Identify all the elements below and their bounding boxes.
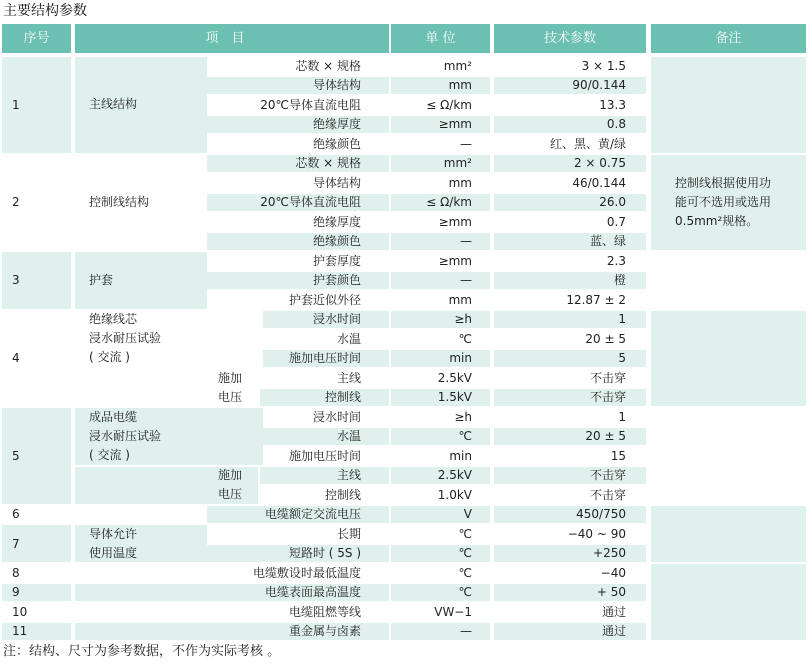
table-row-unit: min bbox=[391, 447, 490, 465]
table-row-value: −40 ~ 90 bbox=[494, 525, 646, 543]
table-row-unit: V bbox=[391, 506, 490, 524]
table-row-item: 浸水时间 bbox=[193, 408, 389, 426]
table-row-value: 2 × 0.75 bbox=[494, 155, 646, 173]
table-row-item: 水温 bbox=[193, 330, 389, 348]
row-seq: 8 bbox=[2, 564, 71, 582]
table-row-item: 绝缘颜色 bbox=[193, 135, 389, 153]
remark-cell-7 bbox=[651, 564, 806, 640]
group-label: 导体允许 使用温度 bbox=[75, 525, 207, 562]
table-row-item: 控制线 bbox=[260, 389, 389, 407]
voltage-label: 施加 电压 bbox=[75, 467, 258, 504]
table-row-value: 橙 bbox=[494, 272, 646, 290]
table-row-value: 不击穿 bbox=[494, 389, 646, 407]
footnote: 注：结构、尺寸为参考数据，不作为实际考核 。 bbox=[3, 644, 281, 659]
table-row-unit: — bbox=[391, 233, 490, 251]
table-row-unit: ≥mm bbox=[391, 252, 490, 270]
header-remark: 备注 bbox=[651, 24, 806, 53]
table-row-value: 90/0.144 bbox=[494, 77, 646, 95]
table-row-value: 15 bbox=[494, 447, 646, 465]
group-label: 控制线结构 bbox=[75, 155, 207, 251]
table-row-unit: mm bbox=[391, 291, 490, 309]
table-row-unit: ℃ bbox=[391, 584, 490, 602]
table-row-unit: ≥h bbox=[391, 311, 490, 329]
group-label: 护套 bbox=[75, 252, 207, 309]
table-row-unit: 2.5kV bbox=[391, 369, 490, 387]
group-label: 成品电缆 浸水耐压试验 ( 交流 ) bbox=[75, 408, 263, 465]
table-row-unit: — bbox=[391, 135, 490, 153]
table-row-unit: ℃ bbox=[391, 545, 490, 563]
table-row-item: 电缆敷设时最低温度 bbox=[193, 564, 389, 582]
table-title: 主要结构参数 bbox=[3, 3, 87, 19]
table-row-unit: mm bbox=[391, 174, 490, 192]
table-row-unit: ≥h bbox=[391, 408, 490, 426]
table-row-value: 3 × 1.5 bbox=[494, 57, 646, 75]
header-item: 项 目 bbox=[75, 24, 389, 53]
table-row-unit: ≥mm bbox=[391, 116, 490, 134]
table-row-value: 不击穿 bbox=[494, 486, 646, 504]
table-row-value: 12.87 ± 2 bbox=[494, 291, 646, 309]
group-label: 主线结构 bbox=[75, 57, 207, 153]
voltage-label: 施加 电压 bbox=[75, 369, 258, 406]
remark-cell-6 bbox=[651, 506, 806, 563]
table-row-unit: mm bbox=[391, 77, 490, 95]
group-label bbox=[75, 564, 207, 582]
table-row-item: 长期 bbox=[193, 525, 389, 543]
table-row-value: 蓝、绿 bbox=[494, 233, 646, 251]
table-row-value: + 50 bbox=[494, 584, 646, 602]
remark-cell-3 bbox=[651, 252, 806, 309]
row-seq: 4 bbox=[2, 311, 71, 407]
remark-cell-1 bbox=[651, 57, 806, 153]
table-row-item: 导体结构 bbox=[193, 77, 389, 95]
table-row-item: 水温 bbox=[193, 428, 389, 446]
row-seq: 7 bbox=[2, 525, 71, 562]
group-label bbox=[75, 603, 207, 621]
table-row-unit: ℃ bbox=[391, 428, 490, 446]
row-seq: 5 bbox=[2, 408, 71, 504]
table-row-value: 5 bbox=[494, 350, 646, 368]
table-row-item: 芯数 × 规格 bbox=[193, 57, 389, 75]
table-row-value: 不击穿 bbox=[494, 369, 646, 387]
table-row-unit: — bbox=[391, 623, 490, 641]
table-row-unit: ℃ bbox=[391, 330, 490, 348]
table-row-unit: — bbox=[391, 272, 490, 290]
row-seq: 11 bbox=[2, 623, 71, 641]
table-row-value: 1 bbox=[494, 311, 646, 329]
table-row-value: 13.3 bbox=[494, 96, 646, 114]
table-row-item: 20℃导体直流电阻 bbox=[193, 96, 389, 114]
table-row-item: 电缆表面最高温度 bbox=[193, 584, 389, 602]
table-row-value: 0.8 bbox=[494, 116, 646, 134]
table-row-item: 芯数 × 规格 bbox=[193, 155, 389, 173]
table-row-item: 护套近似外径 bbox=[193, 291, 389, 309]
table-row-unit: ≥mm bbox=[391, 213, 490, 231]
table-row-unit: VW−1 bbox=[391, 603, 490, 621]
group-label bbox=[75, 584, 207, 602]
row-seq: 1 bbox=[2, 57, 71, 153]
table-row-item: 护套颜色 bbox=[193, 272, 389, 290]
table-row-item: 绝缘厚度 bbox=[193, 213, 389, 231]
row-seq: 6 bbox=[2, 506, 71, 524]
table-row-item: 主线 bbox=[260, 467, 389, 485]
table-row-value: 0.7 bbox=[494, 213, 646, 231]
table-row-value: 450/750 bbox=[494, 506, 646, 524]
table-row-item: 施加电压时间 bbox=[193, 447, 389, 465]
table-row-value: 不击穿 bbox=[494, 467, 646, 485]
table-row-item: 绝缘厚度 bbox=[193, 116, 389, 134]
table-row-item: 短路时 ( 5S ) bbox=[193, 545, 389, 563]
row-seq: 9 bbox=[2, 584, 71, 602]
table-row-value: +250 bbox=[494, 545, 646, 563]
table-row-item: 重金属与卤素 bbox=[193, 623, 389, 641]
table-row-value: −40 bbox=[494, 564, 646, 582]
row-seq: 10 bbox=[2, 603, 71, 621]
table-row-unit: ℃ bbox=[391, 564, 490, 582]
table-row-value: 红、黑、黄/绿 bbox=[494, 135, 646, 153]
table-row-item: 电缆阻燃等线 bbox=[193, 603, 389, 621]
table-row-value: 20 ± 5 bbox=[494, 330, 646, 348]
table-row-item: 绝缘颜色 bbox=[193, 233, 389, 251]
table-row-unit: ℃ bbox=[391, 525, 490, 543]
remark-cell-4 bbox=[651, 311, 806, 407]
header-seq: 序号 bbox=[2, 24, 71, 53]
table-row-value: 46/0.144 bbox=[494, 174, 646, 192]
table-row-item: 施加电压时间 bbox=[193, 350, 389, 368]
table-row-value: 2.3 bbox=[494, 252, 646, 270]
remark-text: 控制线根据使用功 能可不选用或选用 0.5mm²规格。 bbox=[651, 155, 806, 251]
table-row-item: 控制线 bbox=[260, 486, 389, 504]
table-row-item: 导体结构 bbox=[193, 174, 389, 192]
table-row-unit: mm² bbox=[391, 57, 490, 75]
table-row-unit: 2.5kV bbox=[391, 467, 490, 485]
table-row-value: 1 bbox=[494, 408, 646, 426]
header-unit: 单 位 bbox=[391, 24, 490, 53]
table-row-unit: ≤ Ω/km bbox=[391, 194, 490, 212]
header-param: 技术参数 bbox=[494, 24, 646, 53]
remark-cell-5 bbox=[651, 408, 806, 504]
row-seq: 2 bbox=[2, 155, 71, 251]
group-label: 绝缘线芯 浸水耐压试验 ( 交流 ) bbox=[75, 311, 263, 368]
table-row-unit: 1.0kV bbox=[391, 486, 490, 504]
table-row-item: 20℃导体直流电阻 bbox=[193, 194, 389, 212]
table-row-unit: mm² bbox=[391, 155, 490, 173]
table-row-value: 20 ± 5 bbox=[494, 428, 646, 446]
table-row-value: 26.0 bbox=[494, 194, 646, 212]
table-row-value: 通过 bbox=[494, 623, 646, 641]
group-label bbox=[75, 623, 207, 641]
table-row-item: 主线 bbox=[260, 369, 389, 387]
table-row-unit: ≤ Ω/km bbox=[391, 96, 490, 114]
table-row-item: 浸水时间 bbox=[193, 311, 389, 329]
table-row-unit: 1.5kV bbox=[391, 389, 490, 407]
table-row-item: 护套厚度 bbox=[193, 252, 389, 270]
group-label bbox=[75, 506, 207, 524]
row-seq: 3 bbox=[2, 252, 71, 309]
table-row-value: 通过 bbox=[494, 603, 646, 621]
table-row-unit: min bbox=[391, 350, 490, 368]
table-row-item: 电缆额定交流电压 bbox=[193, 506, 389, 524]
